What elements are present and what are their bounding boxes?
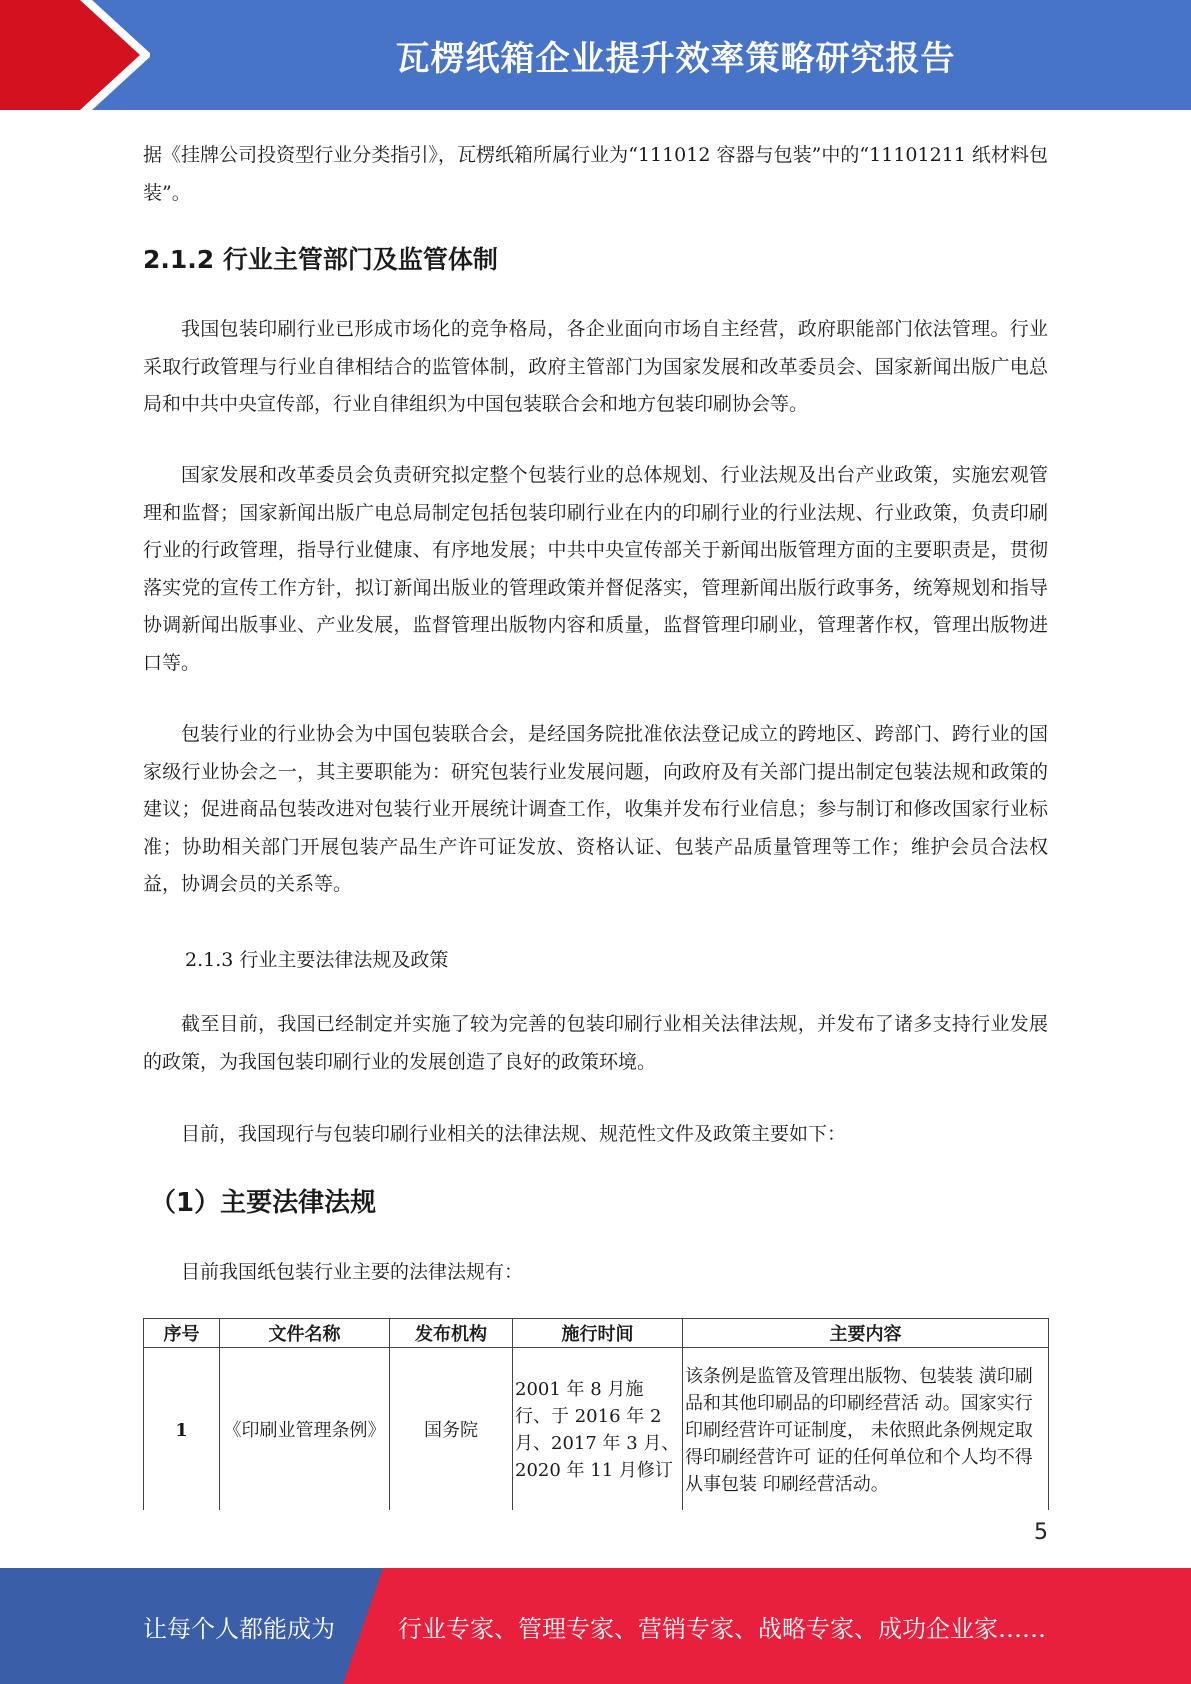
cell-effective: 2001 年 8 月施 行、于 2016 年 2 月、2017 年 3 月、2020 年 11 月修订 [513,1348,683,1513]
paragraph-table-intro: 目前我国纸包装行业主要的法律法规有： [181,1261,524,1283]
paragraph-association: 包装行业的行业协会为中国包装联合会，是经国务院批准依法登记成立的跨地区、跨部门、跨行业的国家级行业协会之一，其主要职能为：研究包装行业发展问题，向政府及有关部门提出制定包装法规和政策的建议；促进商品包装改进对包装行业开展统计调查工作，收集并发布行业信息；参与制订和修改国家行业标准；协助相关部门开展包装产品生产许可证发放、资格认证、包装产品质量管理等工作；维护会员合法权益，协调会员的关系等。 [143,723,1048,895]
footer-slogan-right: 行业专家、管理专家、营销专家、战略专家、成功企业家…… [398,1614,1046,1643]
subsection-main-laws-heading: （1）主要法律法规 [150,1188,377,1218]
laws-table [143,1318,1049,1513]
column-header-content: 主要内容 [683,1319,1049,1348]
report-title: 瓦楞纸箱企业提升效率策略研究报告 [395,38,956,79]
page-bottom-margin [0,1510,1191,1570]
cell-content: 该条例是监管及管理出版物、包装装 潢印刷品和其他印刷品的印刷经营活 动。国家实行印刷经营许可证制度， 未依照此条例规定取得印刷经营许可 证的任何单位和个人均不得从事包装 印刷经营活动。 [683,1348,1049,1513]
cell-no: 1 [144,1348,220,1513]
intro-paragraph: 据《挂牌公司投资型行业分类指引》，瓦楞纸箱所属行业为“111012 容器与包装”中的“11101211 纸材料包装”。 [143,144,1048,204]
column-header-name: 文件名称 [220,1319,390,1348]
footer-slogan-left: 让每个人都能成为 [143,1614,335,1643]
column-header-no: 序号 [144,1319,220,1348]
page-header [0,0,1191,110]
section-2-1-2-heading: 2.1.2 行业主管部门及监管体制 [143,245,498,274]
paragraph-responsibilities: 国家发展和改革委员会负责研究拟定整个包装行业的总体规划、行业法规及出台产业政策，实施宏观管理和监督；国家新闻出版广电总局制定包括包装印刷行业在内的印刷行业的行业法规、行业政策，负责印刷行业的行政管理，指导行业健康、有序地发展；中共中央宣传部关于新闻出版管理方面的主要职责是，贯彻落实党的宣传工作方针，拟订新闻出版业的管理政策并督促落实，管理新闻出版行政事务，统筹规划和指导协调新闻出版事业、产业发展，监督管理出版物内容和质量，监督管理印刷业，管理著作权，管理出版物进口等。 [143,464,1048,674]
column-header-effective: 施行时间 [513,1319,683,1348]
column-header-issuer: 发布机构 [390,1319,513,1348]
paragraph-laws-intro: 截至目前，我国已经制定并实施了较为完善的包装印刷行业相关法律法规，并发布了诸多支持行业发展的政策，为我国包装印刷行业的发展创造了良好的政策环境。 [143,1013,1048,1073]
paragraph-laws-list-intro: 目前，我国现行与包装印刷行业相关的法律法规、规范性文件及政策主要如下： [181,1123,847,1145]
paragraph-regulators: 我国包装印刷行业已形成市场化的竞争格局，各企业面向市场自主经营，政府职能部门依法管理。行业采取行政管理与行业自律相结合的监管体制，政府主管部门为国家发展和改革委员会、国家新闻出版广电总局和中共中央宣传部，行业自律组织为中国包装联合会和地方包装印刷协会等。 [143,318,1048,415]
table-row [144,1348,1049,1513]
cell-issuer: 国务院 [390,1348,513,1513]
page-footer [0,1568,1191,1684]
section-2-1-3-heading: 2.1.3 行业主要法律法规及政策 [185,949,449,971]
table-header-row [144,1319,1049,1348]
header-arrow-decoration [0,0,150,110]
cell-name: 《印刷业管理条例》 [220,1348,390,1513]
page-number: 5 [1034,1520,1048,1545]
